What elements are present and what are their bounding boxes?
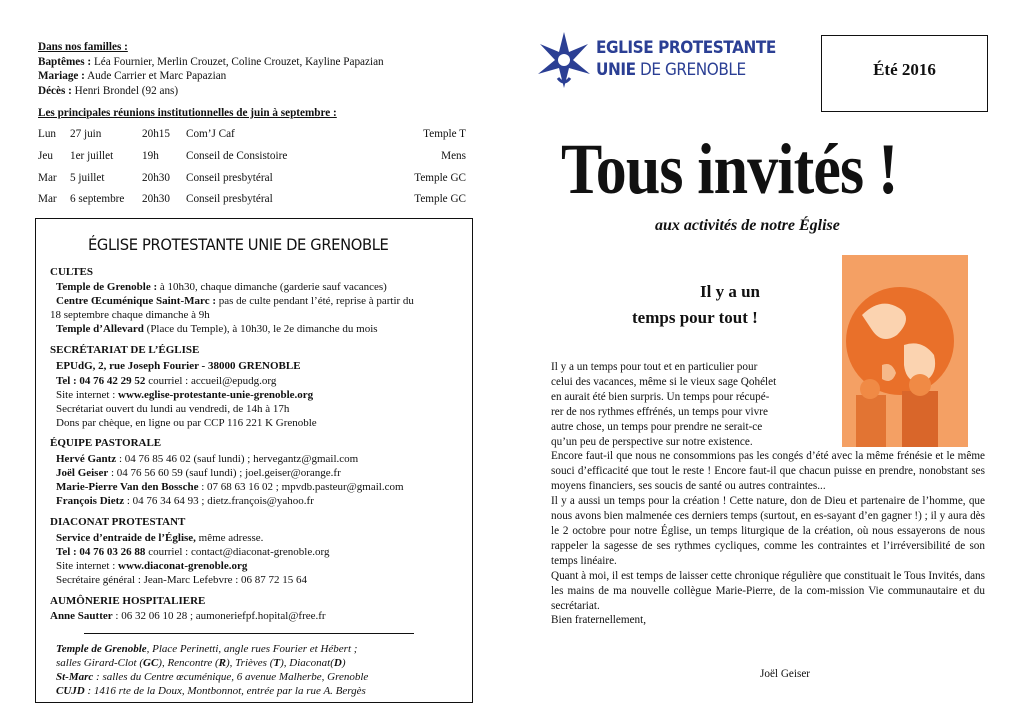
subtitle: aux activités de notre Église xyxy=(655,217,840,234)
meetings-title: Les principales réunions institutionnelles de juin à septembre : xyxy=(38,107,337,119)
meeting-row: Jeu 1er juillet 19h Conseil de Consistoire Mens xyxy=(38,150,466,162)
aumonerie-line: Anne Sautter : 06 32 06 10 28 ; aumoneriefpf.hopital@free.fr xyxy=(50,610,326,622)
church-logo xyxy=(536,30,776,100)
cultes-line: Temple de Grenoble : à 10h30, chaque dimanche (garderie sauf vacances) xyxy=(56,281,387,293)
article-heading: temps pour tout ! xyxy=(632,308,758,327)
legend-line: CUJD : 1416 rte de la Doux, Montbonnot, entrée par la rue A. Bergès xyxy=(56,685,366,697)
equipe-heading: ÉQUIPE PASTORALE xyxy=(50,437,162,449)
diaconat-line: Service d’entraide de l’Église, même adresse. xyxy=(56,532,264,544)
article-closing: Bien fraternellement, xyxy=(551,614,647,627)
signature: Joël Geiser xyxy=(760,668,811,680)
meeting-row: Mar 5 juillet 20h30 Conseil presbytéral Temple GC xyxy=(38,172,466,184)
secretariat-donations: Dons par chèque, en ligne ou par CCP 116 221 K Grenoble xyxy=(56,417,317,429)
deces-line: Décès : Henri Brondel (92 ans) xyxy=(38,84,179,97)
article-body xyxy=(551,360,985,628)
divider xyxy=(84,633,414,634)
pastor-line: Hervé Gantz : 04 76 85 46 02 (sauf lundi) ; hervegantz@gmail.com xyxy=(56,453,359,465)
season-box xyxy=(821,35,988,112)
legend-line: Temple de Grenoble, Place Perinetti, angle rues Fourier et Hébert ; xyxy=(56,643,358,655)
cultes-heading: CULTES xyxy=(50,266,94,278)
cultes-line: Centre Œcuménique Saint-Marc : pas de culte pendant l’été, reprise à partir du xyxy=(56,295,414,307)
secretariat-address: EPUdG, 2, rue Joseph Fourier - 38000 GRENOBLE xyxy=(56,360,301,372)
families-heading: Dans nos familles : xyxy=(38,41,128,53)
article-paragraph: Quant à moi, il est temps de laisser cette chronique régulière que constituait le Tous Invités, dans les mains de ma nouvelle collègue Marie-Pierre, de la com-mission Vie communautaire et du secrétariat. xyxy=(551,569,985,612)
article-paragraph: Encore faut-il que nous ne consommions pas les congés d’été avec la même frénésie et le même souci d’efficacité que tout le reste ! Encore faut-il que chacun puisse en prendre, nonobstant ses moyens financiers, ses soucis de santé ou autres contraintes... xyxy=(551,450,985,493)
secretariat-heading: SECRÉTARIAT DE L’ÉGLISE xyxy=(50,344,200,356)
cultes-line: Temple d’Allevard (Place du Temple), à 10h30, le 2e dimanche du mois xyxy=(56,323,378,335)
pastor-line: François Dietz : 04 76 34 64 93 ; dietz.françois@yahoo.fr xyxy=(56,495,314,507)
meeting-row: Mar 6 septembre 20h30 Conseil presbytéral Temple GC xyxy=(38,193,466,205)
secretariat-tel: Tel : 04 76 42 29 52 courriel : accueil@epudg.org xyxy=(56,375,277,387)
diaconat-heading: DIACONAT PROTESTANT xyxy=(50,516,186,528)
pastor-line: Joël Geiser : 04 76 56 60 59 (sauf lundi) ; joel.geiser@orange.fr xyxy=(56,467,341,479)
logo-line1: EGLISE PROTESTANTE xyxy=(596,38,776,58)
diaconat-secretary: Secrétaire général : Jean-Marc Lefebvre : 06 87 72 15 64 xyxy=(56,574,308,586)
baptemes-line: Baptêmes : Léa Fournier, Merlin Crouzet, Coline Crouzet, Kayline Papazian xyxy=(38,55,384,68)
diaconat-tel: Tel : 04 76 03 26 88 courriel : contact@diaconat-grenoble.org xyxy=(56,546,330,558)
main-title: Tous invités ! xyxy=(561,129,898,209)
secretariat-hours: Secrétariat ouvert du lundi au vendredi, de 14h à 17h xyxy=(56,403,290,415)
legend-line: salles Girard-Clot (GC), Rencontre (R), Trièves (T), Diaconat(D) xyxy=(56,657,346,669)
pastor-line: Marie-Pierre Van den Bossche : 07 68 63 16 02 ; mpvdb.pasteur@gmail.com xyxy=(56,481,404,493)
cultes-line: 18 septembre chaque dimanche à 9h xyxy=(50,309,210,321)
article-paragraph: Il y a aussi un temps pour la création ! Cette nature, don de Dieu et partenaire de l’homme, que nous avons bien malmenée ces derniers temps (surtout, en es-sayant d’en gagner !) ; il y aura dès le 2 octobre pour notre Église, un temps liturgique de la création, où nous essayerons de nous rappeler la sagesse de ses rythmes cycliques, comme les contraintes et l’irréversibilité de son temps linéaire. xyxy=(551,495,985,567)
box-title: ÉGLISE PROTESTANTE UNIE DE GRENOBLE xyxy=(88,235,389,254)
legend-line: St-Marc : salles du Centre œcuménique, 6 avenue Malherbe, Grenoble xyxy=(56,671,369,683)
logo-line2: UNIE DE GRENOBLE xyxy=(596,60,746,80)
aumonerie-heading: AUMÔNERIE HOSPITALIERE xyxy=(50,595,206,607)
star-cross-icon xyxy=(536,30,592,92)
season-label: Été 2016 xyxy=(873,60,936,79)
mariage-line: Mariage : Aude Carrier et Marc Papazian xyxy=(38,70,227,82)
article-intro: Il y a un temps pour tout et en particulier pour celui des vacances, même si le vieux sage Qohélet en aurait été bien surpris. Un temps pour récupé- rer de nos rythmes effrénés, un temps pour vivre autre chose, un temps pour prendre ne serait-ce qu’un peu de perspective sur notre existence. xyxy=(551,361,777,448)
meeting-row: Lun 27 juin 20h15 Com’J Caf Temple T xyxy=(38,128,466,140)
secretariat-site[interactable]: Site internet : www.eglise-protestante-unie-grenoble.org xyxy=(56,389,314,401)
church-info-box xyxy=(35,218,473,703)
diaconat-site[interactable]: Site internet : www.diaconat-grenoble.org xyxy=(56,560,248,572)
article-heading: Il y a un xyxy=(700,282,760,301)
families-section xyxy=(38,40,478,98)
